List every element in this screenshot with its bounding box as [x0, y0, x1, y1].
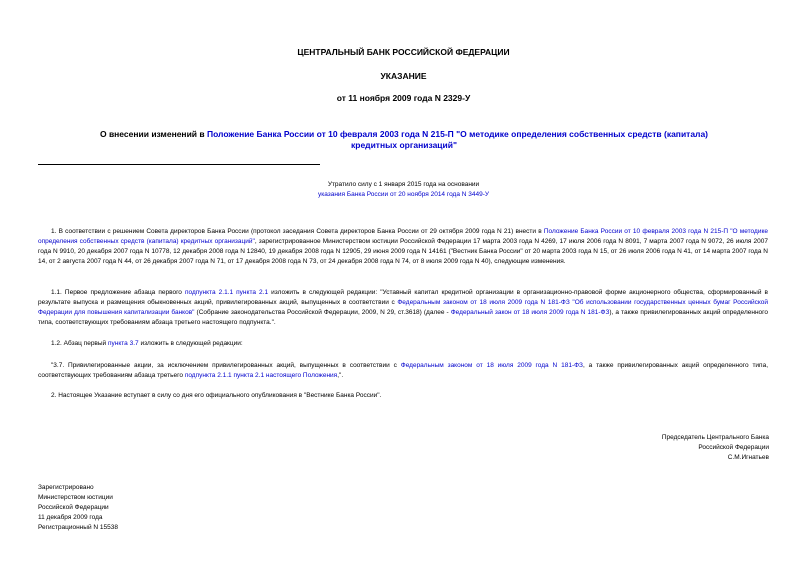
quote-text-a: "3.7. Привилегированные акции, за исключением привилегированных акций, выпущенных в соответствии с: [51, 362, 401, 369]
registration-date: 11 декабря 2009 года: [38, 514, 103, 521]
paragraph-1-2: [38, 339, 768, 349]
subject-regulation-link[interactable]: Положение Банка России от 10 февраля 2003 года N 215-П "О методике определения собственных средств (капитала) кредитных организаций": [206, 129, 709, 150]
separator-line: [38, 164, 320, 165]
registration-line-1: Зарегистрировано: [38, 484, 94, 491]
paragraph-1-regulation-link[interactable]: Положение Банка России от 10 февраля 2003 года N 215-П "О методике определения собственных средств (капитала) кредитных организаций": [38, 228, 768, 245]
quoted-point-3-7: [38, 361, 768, 381]
subject-prefix: О внесении изменений в: [99, 129, 207, 139]
subpoint-2-1-1-link[interactable]: подпункта 2.1.1 пункта 2.1: [185, 289, 269, 296]
document-type: УКАЗАНИЕ: [380, 71, 427, 81]
paragraph-1: [38, 227, 768, 267]
validity-link[interactable]: указания Банка России от 20 ноября 2014 года N 3449-У: [317, 191, 490, 198]
document-date-number: от 11 ноября 2009 года N 2329-У: [336, 93, 471, 103]
signature-block: [662, 433, 769, 463]
paragraph-1-1-text-c: (Собрание законодательства Российской Федерации, 2009, N 29, ст.3618) (далее -: [194, 309, 451, 316]
point-3-7-link[interactable]: пункта 3.7: [108, 340, 139, 347]
document-subject: [88, 129, 720, 151]
paragraph-1-text-b: , зарегистрированное Министерством юстиции Российской Федерации 17 марта 2003 года N 4269, 17 июля 2006 года N 8091, 7 марта 2007 года N 9072, 26 июля 2007 года N 9910, 20 декабря 2007 года N 10778, 12 декабря 2008 года N 12840, 19 декабря 2008 года N 12905, 29 июня 2009 года N 14161 ("Вестник Банка России" от 20 марта 2003 года N 15, от 26 июля 2006 года N 41, от 14 марта 2007 года N 14, от 2 августа 2007 года N 44, от 26 декабря 2007 года N 71, от 17 декабря 2008 года N 73, от 24 декабря 2008 года N 74, от 8 июля 2009 года N 40), следующие изменения.: [38, 238, 768, 265]
paragraph-1-1: [38, 288, 768, 328]
registration-line-2: Министерством юстиции: [38, 494, 113, 501]
validity-text: Утратило силу с 1 января 2015 года на основании: [327, 181, 480, 188]
quote-federal-law-link[interactable]: Федеральным законом от 18 июля 2009 года N 181-ФЗ: [400, 362, 583, 369]
bank-name: ЦЕНТРАЛЬНЫЙ БАНК РОССИЙСКОЙ ФЕДЕРАЦИИ: [297, 47, 510, 57]
signature-org: Российской Федерации: [698, 444, 769, 451]
paragraph-1-1-text-b: изложить в следующей редакции: "Уставный капитал кредитной организации в организационно-правовой форме акционерного общества, сформированный в результате выпуска и размещения обыкновенных акций, привилегированных акций, выпущенных в соответствии с: [38, 289, 768, 306]
registration-number: Регистрационный N 15538: [38, 524, 118, 531]
paragraph-1-2-text-b: изложить в следующей редакции:: [138, 340, 243, 347]
validity-note: [0, 180, 807, 200]
federal-law-181-link[interactable]: Федеральным законом от 18 июля 2009 года N 181-ФЗ "Об использовании государственных ценных бумаг Российской Федерации для повышения капитализации банков": [38, 299, 768, 316]
paragraph-1-1-text-d: ), а также привилегированных акций определенного типа, соответствующих требованиям абзаца третьего настоящего подпункта.".: [38, 309, 768, 326]
registration-line-3: Российской Федерации: [38, 504, 109, 511]
paragraph-1-1-text-a: 1.1. Первое предложение абзаца первого: [51, 289, 185, 296]
signature-title: Председатель Центрального Банка: [661, 434, 769, 441]
paragraph-2: 2. Настоящее Указание вступает в силу со дня его официального опубликования в "Вестнике Банка России".: [51, 392, 382, 399]
registration-block: [38, 483, 118, 533]
quote-subpoint-link[interactable]: подпункта 2.1.1 пункта 2.1 настоящего Положения: [184, 372, 338, 379]
paragraph-1-2-text-a: 1.2. Абзац первый: [51, 340, 108, 347]
paragraph-1-text-a: 1. В соответствии с решением Совета директоров Банка России (протокол заседания Совета директоров Банка России от 29 октября 2009 года N 21) внести в: [51, 228, 544, 235]
signature-name: С.М.Игнатьев: [727, 454, 769, 461]
quote-text-b: , а также привилегированных акций определенного типа, соответствующих требованиям абзаца третьего: [38, 362, 768, 379]
quote-text-c: ,".: [337, 372, 344, 379]
federal-law-181-short-link[interactable]: Федеральный закон от 18 июля 2009 года N 181-ФЗ: [450, 309, 610, 316]
